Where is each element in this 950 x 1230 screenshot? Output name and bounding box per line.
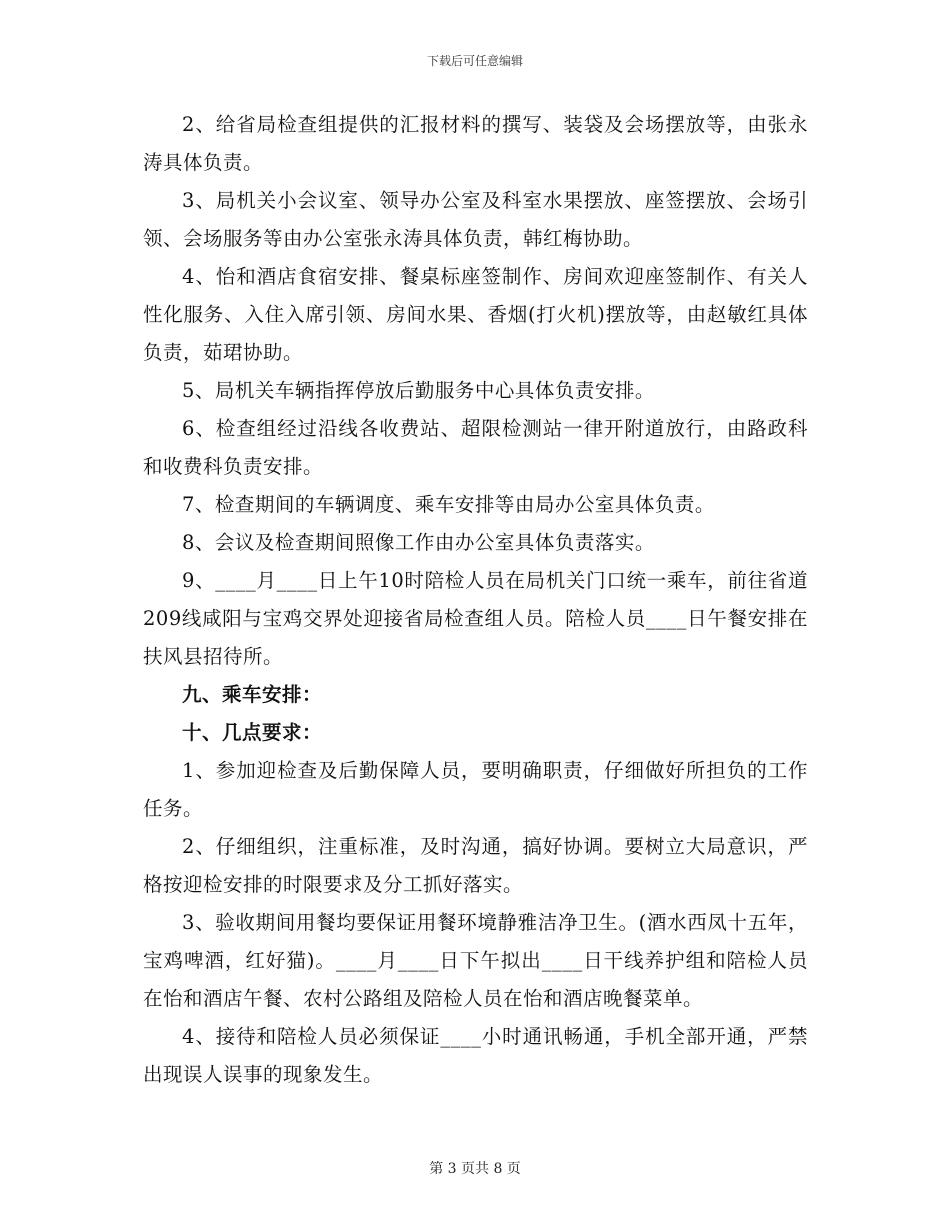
paragraph-item-6: 6、检查组经过沿线各收费站、超限检测站一律开附道放行，由路政科和收费科负责安排。 [143, 417, 808, 478]
section-heading-9: 九、乘车安排： [182, 683, 323, 706]
paragraph-item-7: 7、检查期间的车辆调度、乘车安排等由局办公室具体负责。 [182, 493, 715, 516]
requirement-item-4: 4、接待和陪检人员必须保证____小时通讯畅通，手机全部开通，严禁出现误人误事的现象发生。 [143, 1025, 808, 1086]
requirement-item-3: 3、验收期间用餐均要保证用餐环境静雅洁净卫生。(酒水西凤十五年，宝鸡啤酒，红好猫)。____月____日下午拟出____日干线养护组和陪检人员在怡和酒店午餐、农村公路组及陪检人员在怡和酒店晚餐菜单。 [143, 911, 808, 1010]
requirement-item-1: 1、参加迎检查及后勤保障人员，要明确职责，仔细做好所担负的工作任务。 [143, 759, 808, 820]
paragraph-item-3: 3、局机关小会议室、领导办公室及科室水果摆放、座签摆放、会场引领、会场服务等由办公室张永涛具体负责，韩红梅协助。 [143, 189, 808, 250]
document-body [143, 106, 808, 1094]
paragraph-item-2: 2、给省局检查组提供的汇报材料的撰写、装袋及会场摆放等，由张永涛具体负责。 [143, 113, 808, 174]
page-header: 下载后可任意编辑 [426, 54, 523, 68]
paragraph-item-4: 4、怡和酒店食宿安排、餐桌标座签制作、房间欢迎座签制作、有关人性化服务、入住入席引领、房间水果、香烟(打火机)摆放等，由赵敏红具体负责，茹珺协助。 [143, 265, 808, 364]
paragraph-item-5: 5、局机关车辆指挥停放后勤服务中心具体负责安排。 [182, 379, 655, 402]
page-footer: 第 3 页共 8 页 [429, 1161, 521, 1177]
requirement-item-2: 2、仔细组织，注重标准，及时沟通，搞好协调。要树立大局意识，严格按迎检安排的时限要求及分工抓好落实。 [143, 835, 808, 896]
section-heading-10: 十、几点要求： [182, 721, 323, 744]
paragraph-item-9: 9、____月____日上午10时陪检人员在局机关门口统一乘车，前往省道209线咸阳与宝鸡交界处迎接省局检查组人员。陪检人员____日午餐安排在扶风县招待所。 [143, 569, 808, 668]
paragraph-item-8: 8、会议及检查期间照像工作由办公室具体负责落实。 [182, 531, 655, 554]
